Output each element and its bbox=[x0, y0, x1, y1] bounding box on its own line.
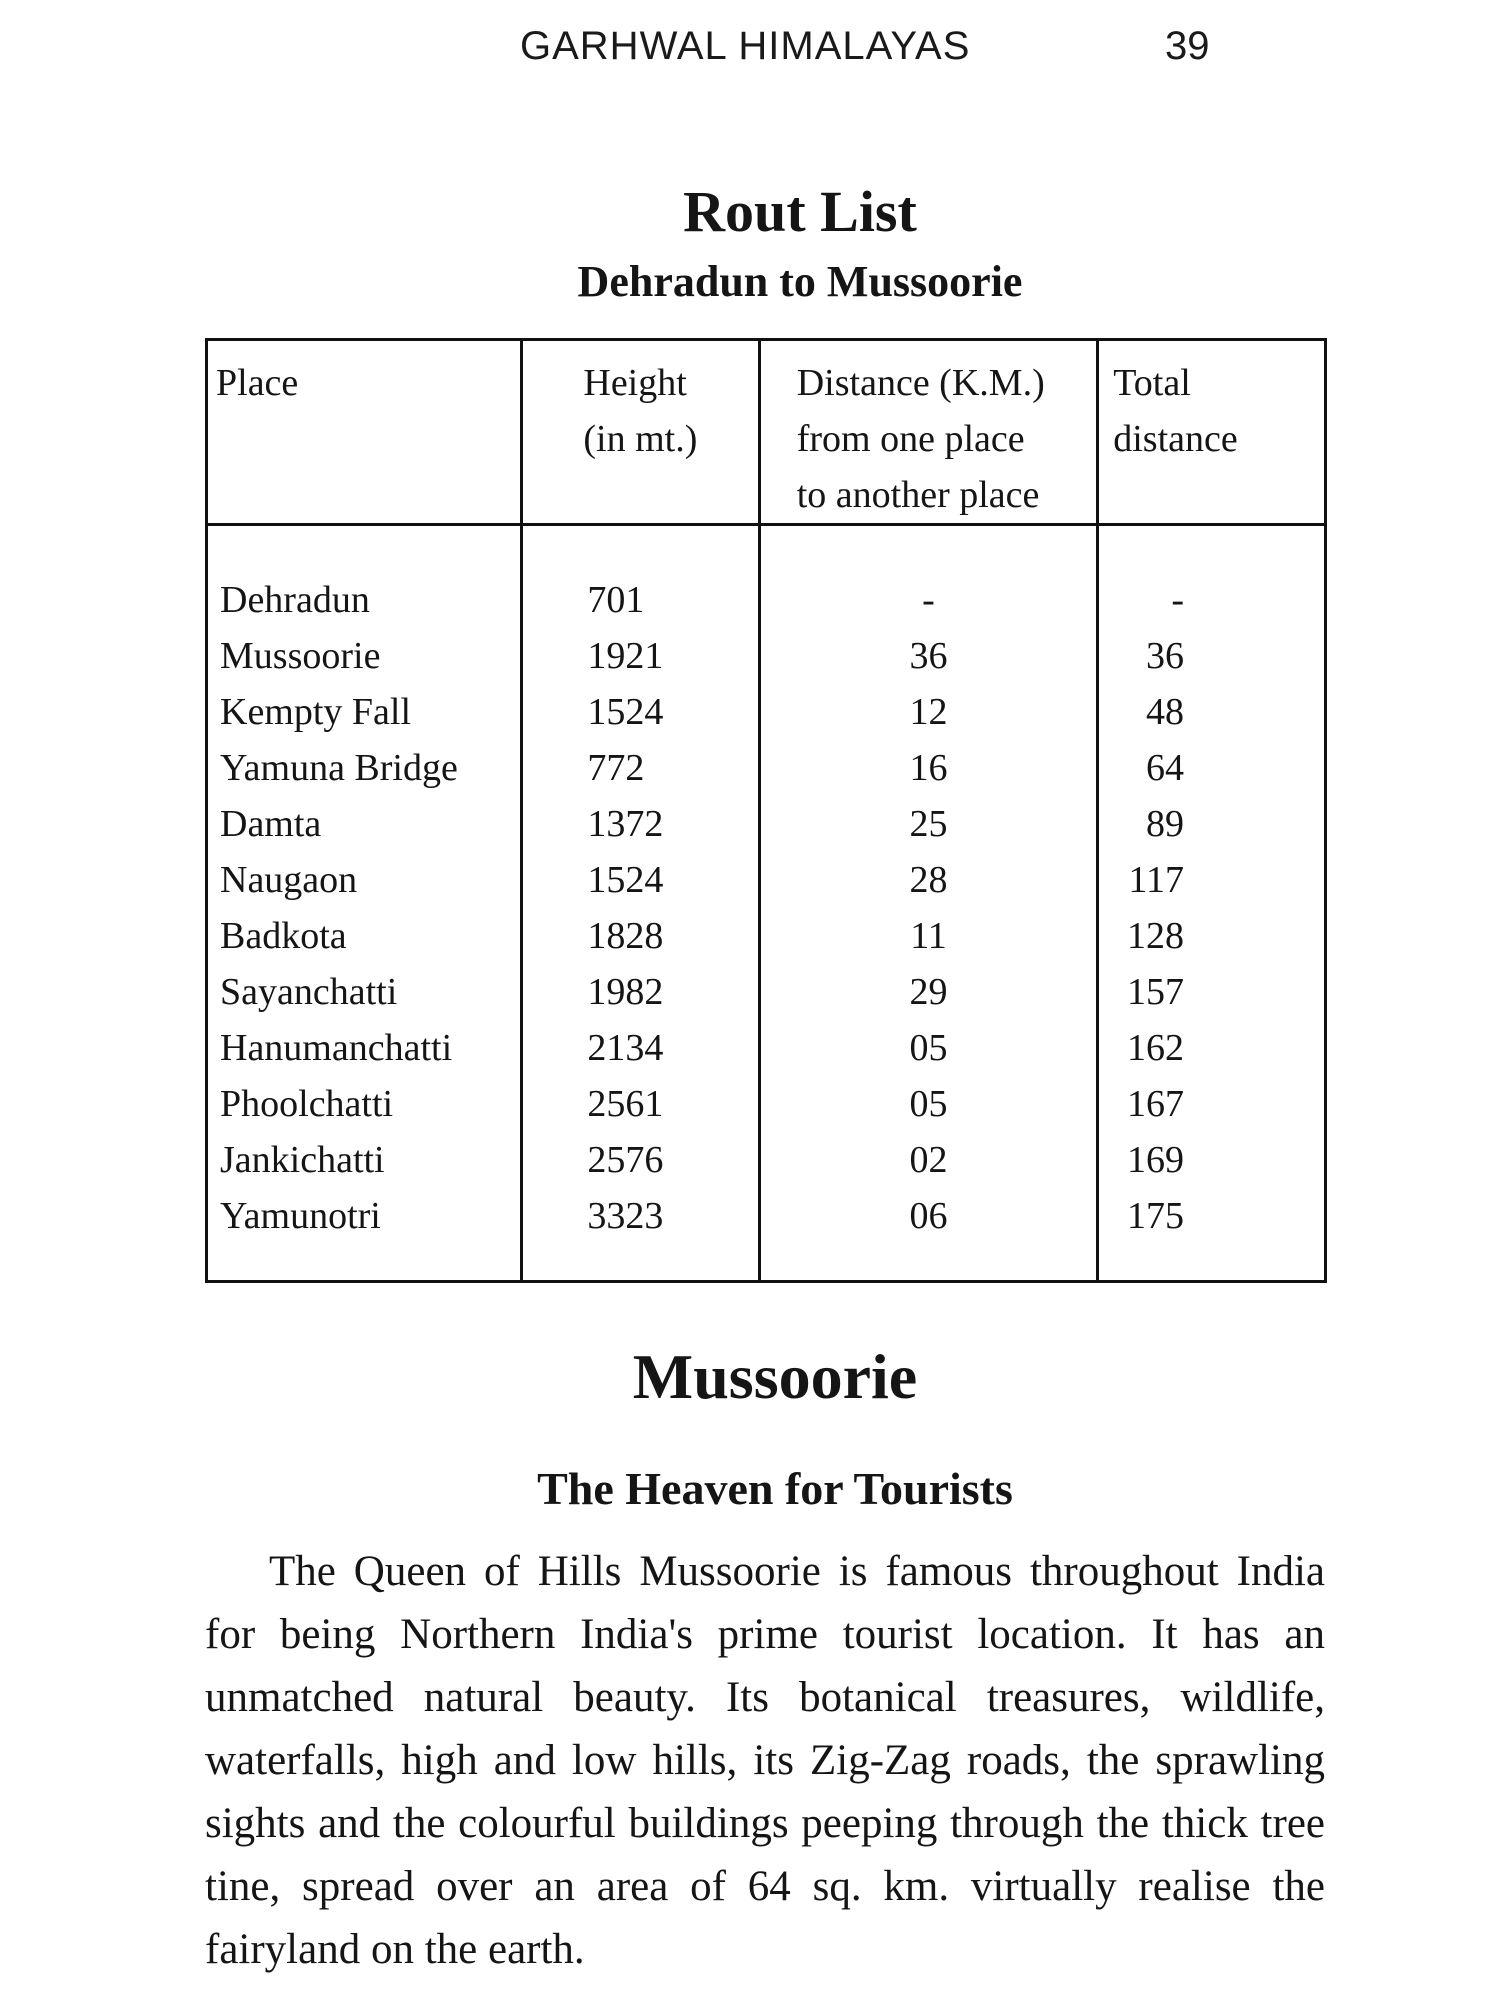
cell-distance: 25 bbox=[759, 796, 1098, 852]
table-row bbox=[207, 684, 1326, 740]
cell-height: 1524 bbox=[522, 852, 759, 908]
cell-place: Hanumanchatti bbox=[220, 1027, 453, 1069]
cell-total-distance: 64 bbox=[1098, 740, 1326, 796]
route-table-body bbox=[207, 525, 1326, 1282]
cell-place: Yamuna Bridge bbox=[220, 747, 458, 789]
cell-height: 1828 bbox=[522, 908, 759, 964]
cell-distance: 29 bbox=[759, 964, 1098, 1020]
cell-height: 701 bbox=[522, 572, 759, 628]
table-row bbox=[207, 852, 1326, 908]
cell-distance: 28 bbox=[759, 852, 1098, 908]
column-header-distance bbox=[759, 340, 1098, 525]
cell-distance: 16 bbox=[759, 740, 1098, 796]
cell-height: 2576 bbox=[522, 1132, 759, 1188]
column-header-place-label: Place bbox=[216, 362, 299, 404]
cell-place: Phoolchatti bbox=[220, 1083, 394, 1125]
column-header-height bbox=[522, 340, 759, 525]
cell-distance: - bbox=[759, 572, 1098, 628]
column-header-distance-line1: Distance (K.M.) bbox=[796, 362, 1045, 404]
cell-place: Kempty Fall bbox=[220, 691, 412, 733]
table-row bbox=[207, 1132, 1326, 1188]
cell-height: 1982 bbox=[522, 964, 759, 1020]
cell-total-distance: 175 bbox=[1098, 1188, 1326, 1244]
column-header-total-line1: Total bbox=[1113, 362, 1191, 404]
cell-total-distance: 157 bbox=[1098, 964, 1326, 1020]
cell-total-distance: 167 bbox=[1098, 1076, 1326, 1132]
cell-total-distance: 162 bbox=[1098, 1020, 1326, 1076]
cell-distance: 36 bbox=[759, 628, 1098, 684]
cell-total-distance: 169 bbox=[1098, 1132, 1326, 1188]
column-header-total bbox=[1098, 340, 1326, 525]
cell-height: 1524 bbox=[522, 684, 759, 740]
cell-distance: 06 bbox=[759, 1188, 1098, 1244]
column-header-height-line2: (in mt.) bbox=[583, 418, 698, 460]
table-row bbox=[207, 1188, 1326, 1244]
cell-place: Naugaon bbox=[220, 859, 358, 901]
route-list-title: Rout List bbox=[683, 179, 917, 244]
cell-height: 1921 bbox=[522, 628, 759, 684]
cell-place: Yamunotri bbox=[220, 1195, 381, 1237]
cell-place: Jankichatti bbox=[220, 1139, 385, 1181]
section-title: Mussoorie bbox=[632, 1341, 918, 1412]
table-row bbox=[207, 908, 1326, 964]
cell-distance: 05 bbox=[759, 1020, 1098, 1076]
page-number: 39 bbox=[1165, 24, 1210, 68]
route-list-subtitle: Dehradun to Mussoorie bbox=[577, 257, 1023, 306]
cell-total-distance: 89 bbox=[1098, 796, 1326, 852]
column-header-total-line2: distance bbox=[1113, 418, 1238, 460]
table-spacer-row bbox=[207, 525, 1326, 573]
cell-place: Mussoorie bbox=[220, 635, 381, 677]
table-row bbox=[207, 796, 1326, 852]
table-header-row bbox=[207, 340, 1326, 525]
running-title: GARHWAL HIMALAYAS bbox=[520, 24, 971, 68]
cell-distance: 05 bbox=[759, 1076, 1098, 1132]
column-header-distance-line3: to another place bbox=[796, 474, 1040, 516]
cell-total-distance: 117 bbox=[1098, 852, 1326, 908]
column-header-place bbox=[207, 340, 522, 525]
table-row bbox=[207, 572, 1326, 628]
cell-height: 2561 bbox=[522, 1076, 759, 1132]
cell-distance: 02 bbox=[759, 1132, 1098, 1188]
cell-total-distance: - bbox=[1098, 572, 1326, 628]
cell-place: Sayanchatti bbox=[220, 971, 398, 1013]
running-header bbox=[0, 24, 1500, 74]
cell-place: Dehradun bbox=[220, 579, 370, 621]
cell-distance: 11 bbox=[759, 908, 1098, 964]
cell-height: 3323 bbox=[522, 1188, 759, 1244]
cell-total-distance: 36 bbox=[1098, 628, 1326, 684]
column-header-distance-line2: from one place bbox=[796, 418, 1025, 460]
cell-total-distance: 48 bbox=[1098, 684, 1326, 740]
table-row bbox=[207, 964, 1326, 1020]
route-table bbox=[205, 338, 1327, 1283]
cell-distance: 12 bbox=[759, 684, 1098, 740]
cell-place: Damta bbox=[220, 803, 322, 845]
table-spacer-row bbox=[207, 1244, 1326, 1282]
table-row bbox=[207, 740, 1326, 796]
cell-height: 772 bbox=[522, 740, 759, 796]
table-row bbox=[207, 628, 1326, 684]
cell-height: 1372 bbox=[522, 796, 759, 852]
cell-height: 2134 bbox=[522, 1020, 759, 1076]
body-paragraph: The Queen of Hills Mussoorie is famous throughout India for being Northern India's prime tourist location. It has an unmatched natural beauty. Its botanical treasures, wildlife, waterfalls, high and low hills, its Zig-Zag roads, the sprawling sights and the colourful buildings peeping through the thick tree tine, spread over an area of 64 sq. km. virtually realise the fairyland on the earth. bbox=[205, 1548, 1325, 1973]
table-row bbox=[207, 1020, 1326, 1076]
cell-total-distance: 128 bbox=[1098, 908, 1326, 964]
column-header-height-line1: Height bbox=[583, 362, 687, 404]
table-row bbox=[207, 1076, 1326, 1132]
cell-place: Badkota bbox=[220, 915, 347, 957]
section-subtitle: The Heaven for Tourists bbox=[537, 1463, 1013, 1514]
